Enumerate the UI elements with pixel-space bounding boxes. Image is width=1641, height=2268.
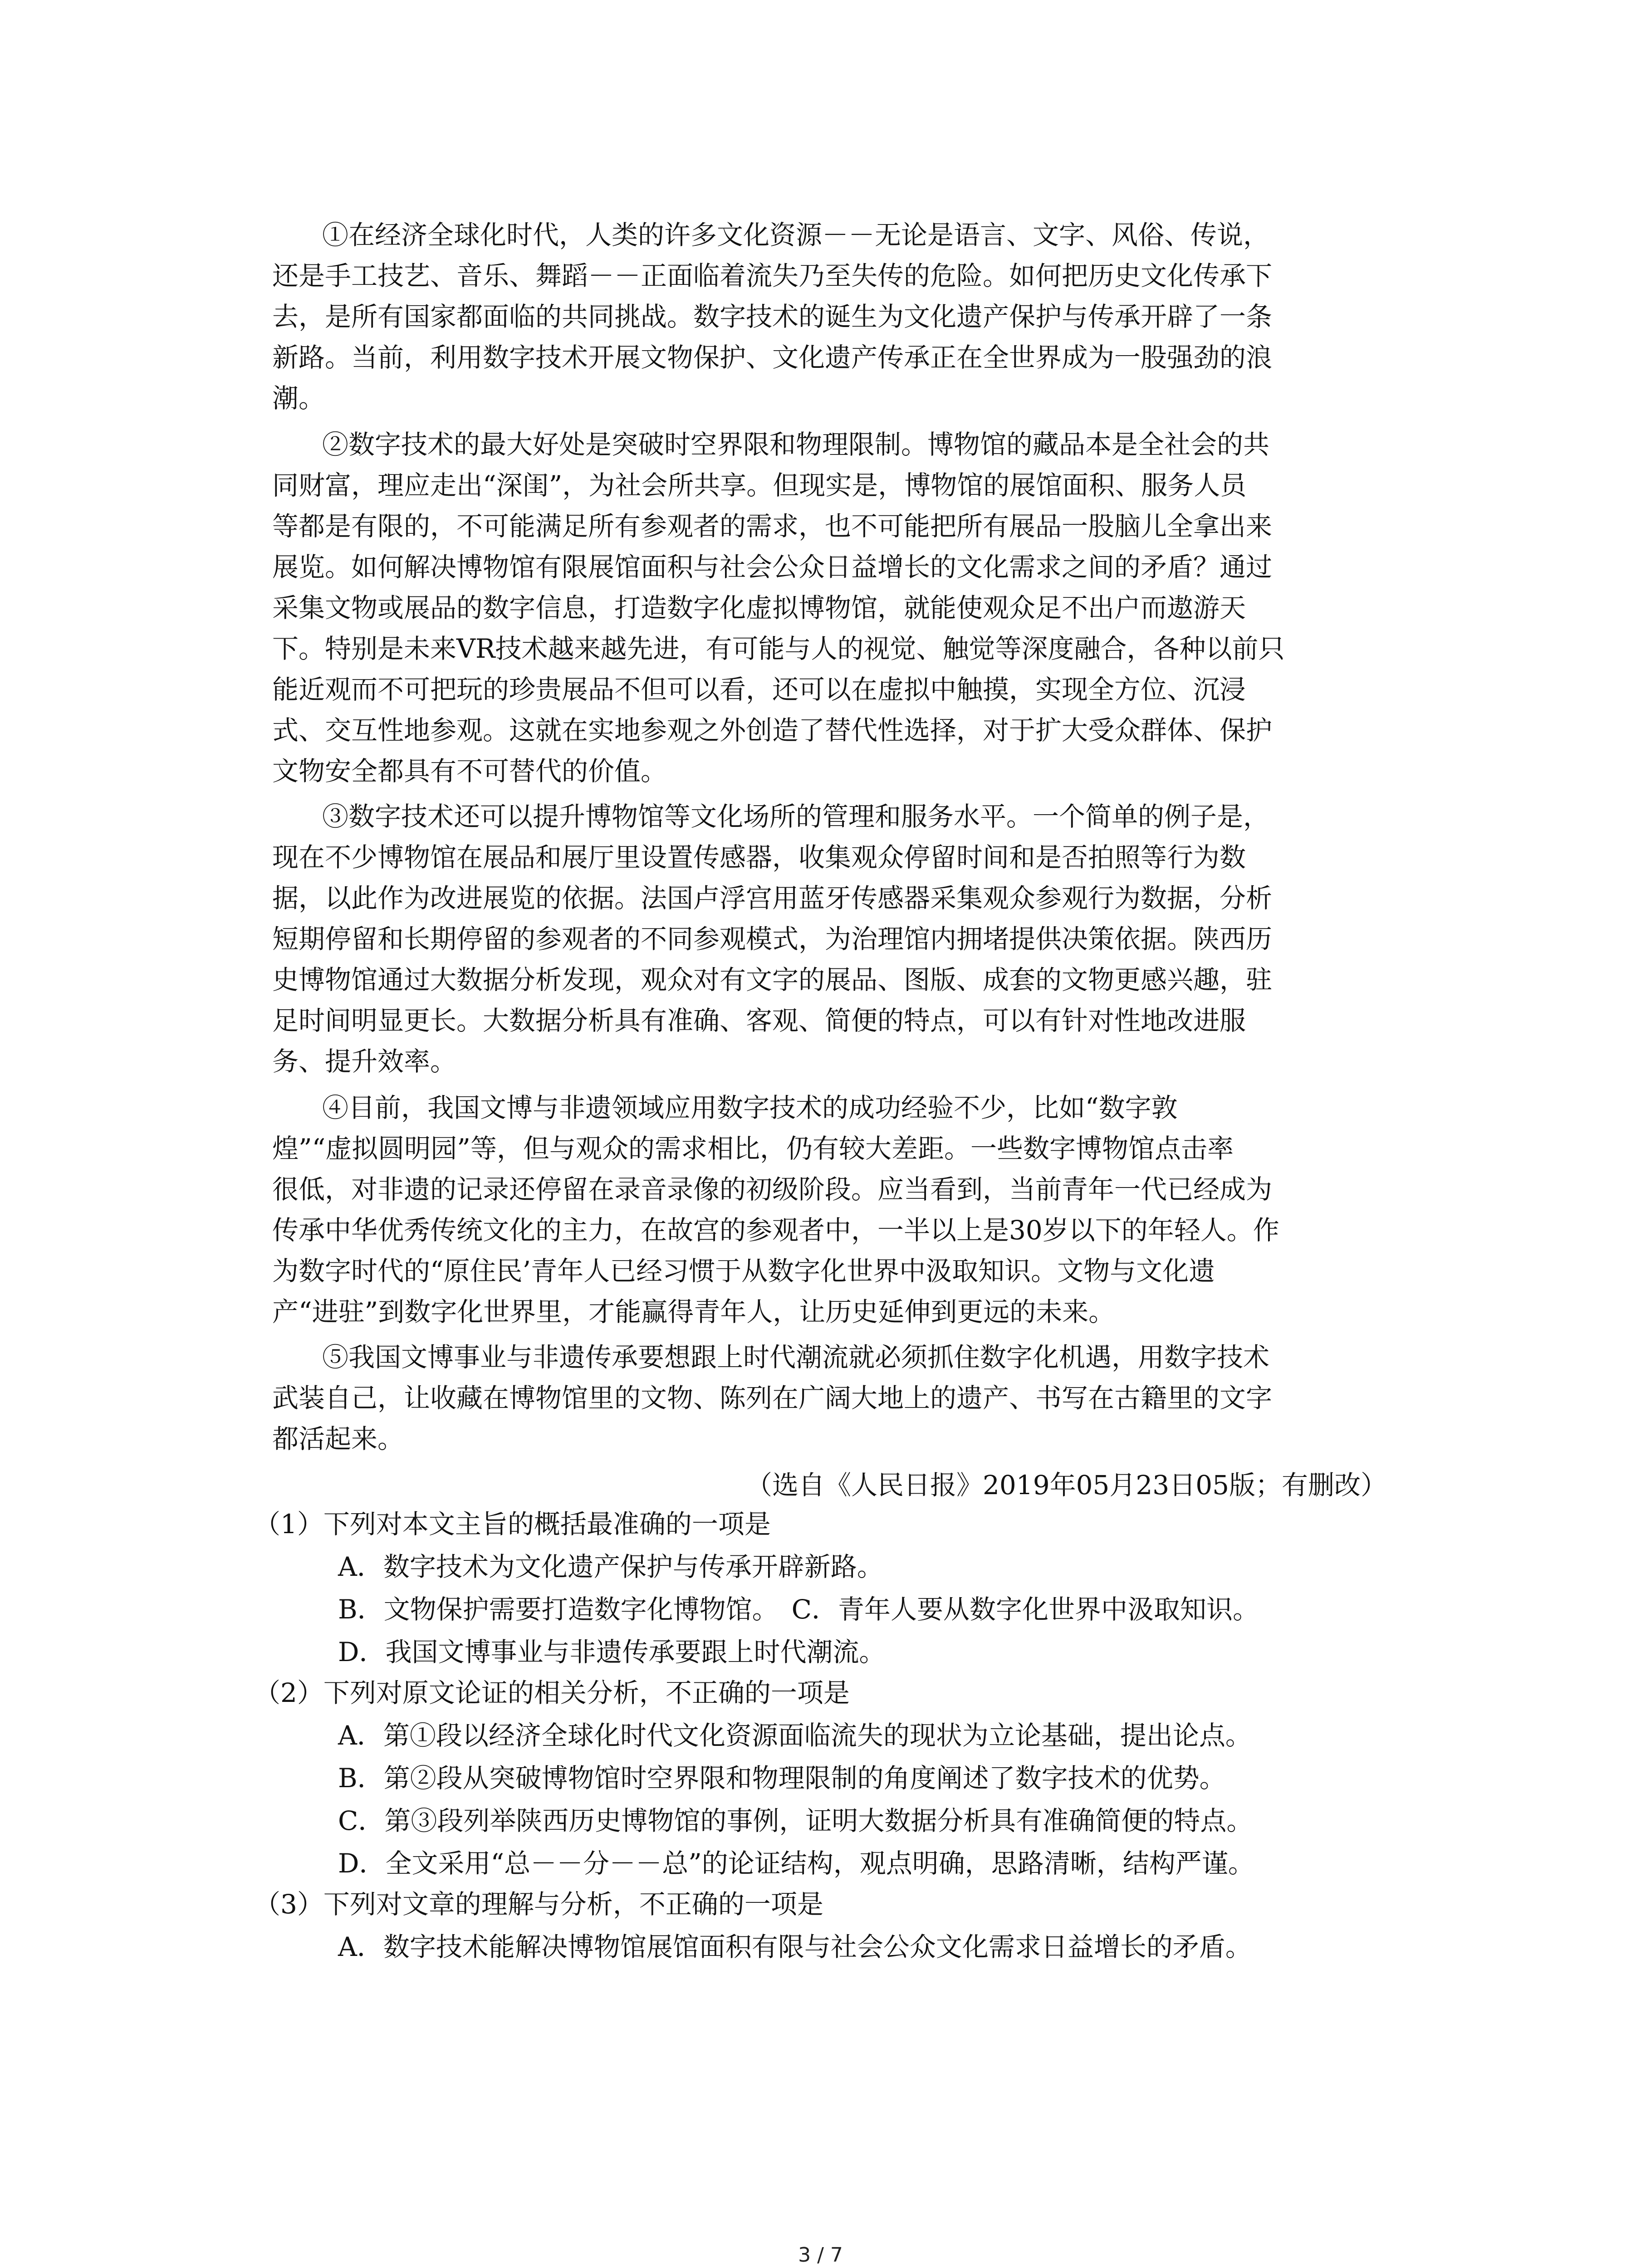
paragraph-line: 下。特别是未来VR技术越来越先进，有可能与人的视觉、触觉等深度融合，各种以前只	[272, 633, 1285, 664]
question-option: D．我国文博事业与非遗传承要跟上时代潮流。	[338, 1637, 886, 1667]
paragraph-line: 能近观而不可把玩的珍贵展品不但可以看，还可以在虚拟中触摸，实现全方位、沉浸	[272, 674, 1246, 705]
paragraph-line: 武装自己，让收藏在博物馆里的文物、陈列在广阔大地上的遗产、书写在古籍里的文字	[272, 1383, 1273, 1413]
question-stem: （1）下列对本文主旨的概括最准确的一项是	[254, 1509, 771, 1540]
question-stem: （2）下列对原文论证的相关分析，不正确的一项是	[254, 1677, 850, 1708]
paragraph-line: 煌”“虚拟圆明园”等，但与观众的需求相比，仍有较大差距。一些数字博物馆点击率	[272, 1133, 1234, 1164]
paragraph-line: ①在经济全球化时代，人类的许多文化资源－－无论是语言、文字、风俗、传说，	[322, 220, 1270, 250]
question-option: D．全文采用“总－－分－－总”的论证结构，观点明确，思路清晰，结构严谨。	[338, 1848, 1254, 1879]
paragraph-line: 同财富，理应走出“深闺”，为社会所共享。但现实是，博物馆的展馆面积、服务人员	[272, 470, 1247, 501]
source-citation: （选自《人民日报》2019年05月23日05版；有删改）	[745, 1470, 1387, 1501]
paragraph-line: 都活起来。	[272, 1423, 404, 1454]
paragraph-line: 产“进驻”到数字化世界里，才能赢得青年人，让历史延伸到更远的未来。	[272, 1296, 1115, 1327]
paragraph-line: 据，以此作为改进展览的依据。法国卢浮宫用蓝牙传感器采集观众参观行为数据，分析	[272, 883, 1273, 914]
question-option: A．数字技术为文化遗产保护与传承开辟新路。	[338, 1551, 883, 1582]
paragraph-line: 很低，对非遗的记录还停留在录音录像的初级阶段。应当看到，当前青年一代已经成为	[272, 1174, 1273, 1205]
paragraph-line: 现在不少博物馆在展品和展厅里设置传感器，收集观众停留时间和是否拍照等行为数	[272, 842, 1246, 873]
paragraph-line: ⑤我国文博事业与非遗传承要想跟上时代潮流就必须抓住数字化机遇，用数字技术	[322, 1342, 1270, 1373]
paragraph-line: 潮。	[272, 383, 325, 414]
paragraph-line: ④目前，我国文博与非遗领域应用数字技术的成功经验不少，比如“数字敦	[322, 1092, 1178, 1123]
paragraph-line: 务、提升效率。	[272, 1046, 457, 1077]
paragraph-line: 还是手工技艺、音乐、舞蹈－－正面临着流失乃至失传的危险。如何把历史文化传承下	[272, 260, 1273, 291]
page-number: 3 / 7	[798, 2244, 843, 2267]
paragraph-line: 采集文物或展品的数字信息，打造数字化虚拟博物馆，就能使观众足不出户而遨游天	[272, 592, 1246, 623]
paragraph-line: ③数字技术还可以提升博物馆等文化场所的管理和服务水平。一个简单的例子是，	[322, 801, 1270, 832]
paragraph-line: 等都是有限的，不可能满足所有参观者的需求，也不可能把所有展品一股脑儿全拿出来	[272, 511, 1273, 542]
question-option: C．第③段列举陕西历史博物馆的事例，证明大数据分析具有准确简便的特点。	[338, 1805, 1253, 1836]
paragraph-line: 式、交互性地参观。这就在实地参观之外创造了替代性选择，对于扩大受众群体、保护	[272, 715, 1273, 746]
question-option: A．数字技术能解决博物馆展馆面积有限与社会公众文化需求日益增长的矛盾。	[338, 1931, 1252, 1962]
paragraph-line: 传承中华优秀传统文化的主力，在故宫的参观者中，一半以上是30岁以下的年轻人。作	[272, 1215, 1279, 1246]
question-option: B．第②段从突破博物馆时空界限和物理限制的角度阐述了数字技术的优势。	[338, 1763, 1226, 1794]
paragraph-line: 史博物馆通过大数据分析发现，观众对有文字的展品、图版、成套的文物更感兴趣，驻	[272, 964, 1273, 995]
question-stem: （3）下列对文章的理解与分析，不正确的一项是	[254, 1889, 823, 1920]
question-option: A．第①段以经济全球化时代文化资源面临流失的现状为立论基础，提出论点。	[338, 1720, 1252, 1751]
paragraph-line: 展览。如何解决博物馆有限展馆面积与社会公众日益增长的文化需求之间的矛盾？通过	[272, 552, 1273, 582]
paragraph-line: 新路。当前，利用数字技术开展文物保护、文化遗产传承正在全世界成为一股强劲的浪	[272, 342, 1273, 373]
paragraph-line: 足时间明显更长。大数据分析具有准确、客观、简便的特点，可以有针对性地改进服	[272, 1005, 1246, 1036]
question-option: B．文物保护需要打造数字化博物馆。 C．青年人要从数字化世界中汲取知识。	[338, 1594, 1259, 1625]
paragraph-line: ②数字技术的最大好处是突破时空界限和物理限制。博物馆的藏品本是全社会的共	[322, 429, 1270, 460]
paragraph-line: 文物安全都具有不可替代的价值。	[272, 756, 667, 787]
paragraph-line: 短期停留和长期停留的参观者的不同参观模式，为治理馆内拥堵提供决策依据。陕西历	[272, 924, 1273, 954]
paragraph-line: 为数字时代的“原住民’青年人已经习惯于从数字化世界中汲取知识。文物与文化遗	[272, 1256, 1215, 1286]
paragraph-line: 去，是所有国家都面临的共同挑战。数字技术的诞生为文化遗产保护与传承开辟了一条	[272, 301, 1273, 332]
